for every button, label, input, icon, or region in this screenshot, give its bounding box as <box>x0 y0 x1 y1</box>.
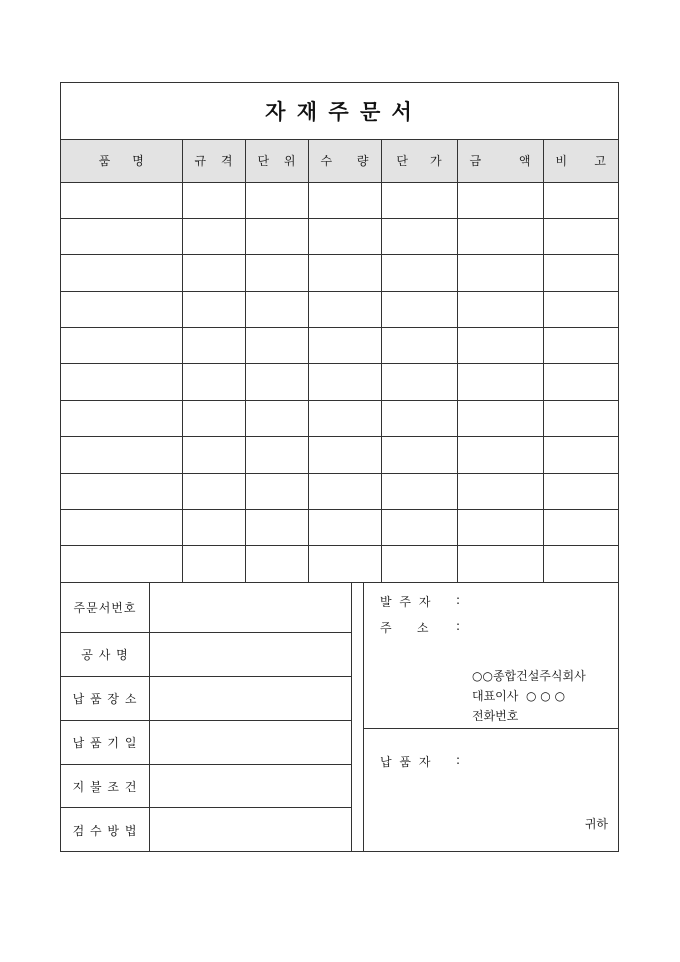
table-cell[interactable] <box>381 473 457 509</box>
supplier-label: 납 품 자 <box>380 755 433 769</box>
supplier-box <box>364 729 618 852</box>
table-row <box>61 255 618 291</box>
table-cell[interactable] <box>61 255 182 291</box>
table-cell[interactable] <box>457 437 543 473</box>
table-cell[interactable] <box>543 291 618 327</box>
table-cell[interactable] <box>308 400 381 436</box>
address-colon: : <box>456 619 461 633</box>
table-row <box>61 510 618 546</box>
table-cell[interactable] <box>61 546 182 582</box>
table-cell[interactable] <box>308 218 381 254</box>
table-cell[interactable] <box>543 510 618 546</box>
company-name: ○○종합건설주식회사 <box>472 669 586 683</box>
orderer-label: 발 주 자 <box>380 595 433 609</box>
header-unit-price: 단 가 <box>381 140 457 182</box>
delivery-place-label: 납 품 장 소 <box>61 677 150 720</box>
table-row <box>61 218 618 254</box>
table-cell[interactable] <box>457 510 543 546</box>
address-field <box>380 619 460 636</box>
table-cell[interactable] <box>245 291 308 327</box>
table-cell[interactable] <box>182 328 245 364</box>
table-cell[interactable] <box>245 328 308 364</box>
table-cell[interactable] <box>182 510 245 546</box>
table-row <box>61 291 618 327</box>
header-item-name: 품 명 <box>61 140 182 182</box>
table-cell[interactable] <box>61 182 182 218</box>
delivery-place-field[interactable] <box>150 677 352 720</box>
header-amount: 금 액 <box>457 140 543 182</box>
table-cell[interactable] <box>457 328 543 364</box>
order-info-grid <box>61 582 352 852</box>
table-cell[interactable] <box>543 218 618 254</box>
project-name-row <box>61 633 352 677</box>
table-row <box>61 473 618 509</box>
table-cell[interactable] <box>457 218 543 254</box>
table-cell[interactable] <box>182 364 245 400</box>
table-cell[interactable] <box>182 437 245 473</box>
inspection-method-field[interactable] <box>150 808 352 852</box>
table-cell[interactable] <box>308 473 381 509</box>
order-form <box>60 82 619 852</box>
table-cell[interactable] <box>308 510 381 546</box>
table-cell[interactable] <box>381 546 457 582</box>
order-number-row <box>61 582 352 633</box>
items-table <box>61 140 618 583</box>
table-cell[interactable] <box>543 182 618 218</box>
table-cell[interactable] <box>457 546 543 582</box>
table-row <box>61 328 618 364</box>
payment-terms-label: 지 불 조 건 <box>61 765 150 807</box>
divider-gap <box>352 582 364 852</box>
table-cell[interactable] <box>308 291 381 327</box>
table-cell[interactable] <box>381 291 457 327</box>
orderer-field <box>380 593 460 610</box>
header-remarks: 비 고 <box>543 140 618 182</box>
table-cell[interactable] <box>245 473 308 509</box>
table-row <box>61 546 618 582</box>
table-cell[interactable] <box>182 255 245 291</box>
header-quantity: 수 량 <box>308 140 381 182</box>
table-cell[interactable] <box>457 182 543 218</box>
table-cell[interactable] <box>543 546 618 582</box>
form-title: 자 재 주 문 서 <box>265 99 414 124</box>
table-cell[interactable] <box>457 291 543 327</box>
table-cell[interactable] <box>308 255 381 291</box>
table-cell[interactable] <box>245 400 308 436</box>
table-cell[interactable] <box>182 473 245 509</box>
table-cell[interactable] <box>381 364 457 400</box>
project-name-field[interactable] <box>150 633 352 676</box>
table-cell[interactable] <box>61 473 182 509</box>
table-cell[interactable] <box>182 218 245 254</box>
table-cell[interactable] <box>457 364 543 400</box>
table-cell[interactable] <box>543 400 618 436</box>
table-row <box>61 400 618 436</box>
table-cell[interactable] <box>543 364 618 400</box>
table-row <box>61 437 618 473</box>
table-cell[interactable] <box>457 255 543 291</box>
table-cell[interactable] <box>543 328 618 364</box>
table-cell[interactable] <box>61 437 182 473</box>
table-row <box>61 364 618 400</box>
inspection-method-label: 검 수 방 법 <box>61 808 150 852</box>
orderer-colon: : <box>456 593 461 607</box>
table-cell[interactable] <box>308 182 381 218</box>
table-cell[interactable] <box>457 400 543 436</box>
table-cell[interactable] <box>381 510 457 546</box>
delivery-date-label: 납 품 기 일 <box>61 721 150 764</box>
delivery-date-field[interactable] <box>150 721 352 764</box>
table-cell[interactable] <box>182 546 245 582</box>
table-cell[interactable] <box>61 400 182 436</box>
regard-text: 귀하 <box>584 817 608 831</box>
phone-label: 전화번호 <box>472 709 519 723</box>
table-cell[interactable] <box>381 437 457 473</box>
order-number-label: 주문서번호 <box>61 582 150 632</box>
header-spec: 규 격 <box>182 140 245 182</box>
inspection-method-row <box>61 808 352 852</box>
table-row <box>61 182 618 218</box>
table-cell[interactable] <box>543 255 618 291</box>
table-cell[interactable] <box>543 473 618 509</box>
table-cell[interactable] <box>61 218 182 254</box>
bottom-section <box>61 582 618 852</box>
title-box <box>61 83 618 140</box>
table-cell[interactable] <box>61 328 182 364</box>
table-cell[interactable] <box>381 328 457 364</box>
table-cell[interactable] <box>308 546 381 582</box>
table-cell[interactable] <box>61 510 182 546</box>
table-cell[interactable] <box>543 437 618 473</box>
supplier-colon: : <box>456 753 461 767</box>
table-cell[interactable] <box>61 364 182 400</box>
table-cell[interactable] <box>182 182 245 218</box>
table-cell[interactable] <box>381 400 457 436</box>
table-cell[interactable] <box>182 291 245 327</box>
table-cell[interactable] <box>61 291 182 327</box>
items-header-row <box>61 140 618 182</box>
table-cell[interactable] <box>245 255 308 291</box>
delivery-place-row <box>61 677 352 721</box>
header-unit: 단 위 <box>245 140 308 182</box>
table-cell[interactable] <box>308 437 381 473</box>
table-cell[interactable] <box>182 400 245 436</box>
payment-terms-field[interactable] <box>150 765 352 807</box>
table-cell[interactable] <box>381 218 457 254</box>
order-number-field[interactable] <box>150 582 352 632</box>
payment-terms-row <box>61 765 352 808</box>
table-cell[interactable] <box>381 255 457 291</box>
table-cell[interactable] <box>245 437 308 473</box>
company-block <box>472 666 586 726</box>
table-cell[interactable] <box>308 328 381 364</box>
table-cell[interactable] <box>308 364 381 400</box>
table-cell[interactable] <box>457 473 543 509</box>
table-cell[interactable] <box>245 510 308 546</box>
table-cell[interactable] <box>245 546 308 582</box>
table-cell[interactable] <box>245 364 308 400</box>
table-cell[interactable] <box>245 218 308 254</box>
address-label: 주 소 <box>380 621 431 635</box>
ceo-name: 대표이사 ○ ○ ○ <box>472 689 566 703</box>
delivery-date-row <box>61 721 352 765</box>
orderer-box <box>364 582 618 729</box>
table-cell[interactable] <box>245 182 308 218</box>
project-name-label: 공 사 명 <box>61 633 150 676</box>
table-cell[interactable] <box>381 182 457 218</box>
supplier-field <box>380 753 460 770</box>
